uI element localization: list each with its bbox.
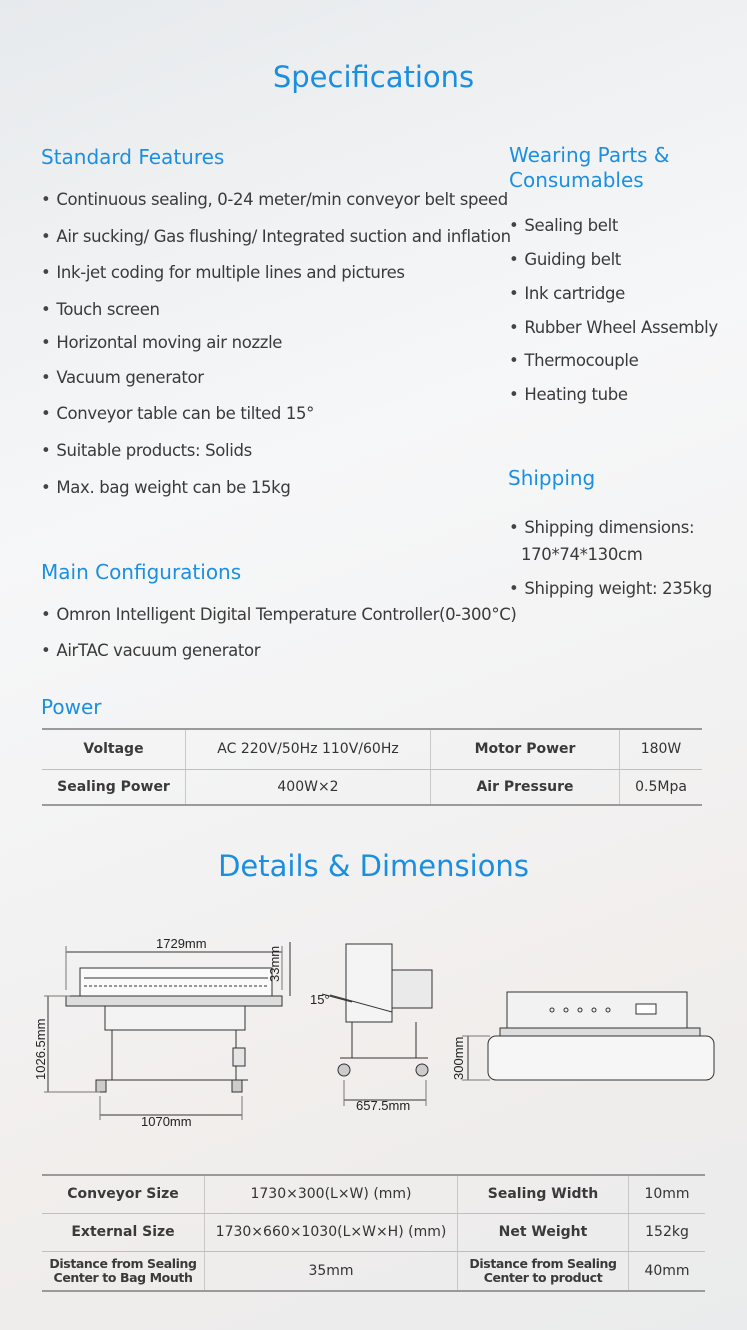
wearing-parts-heading-line2: Consumables <box>509 168 644 192</box>
list-item: • Suitable products: Solids <box>41 441 252 460</box>
table-cell: 1730×660×1030(L×W×H) (mm) <box>205 1213 458 1251</box>
list-item: • Touch screen <box>41 300 160 319</box>
main-configurations-heading: Main Configurations <box>41 560 242 584</box>
table-cell: 35mm <box>205 1251 458 1291</box>
table-row <box>42 1213 705 1251</box>
list-item: • Vacuum generator <box>41 368 204 387</box>
details-dimensions-title: Details & Dimensions <box>218 849 529 883</box>
list-item: • Omron Intelligent Digital Temperature Controller(0-300°C) <box>41 605 517 624</box>
table-cell: Sealing Width <box>458 1175 629 1213</box>
list-item-continuation: 170*74*130cm <box>521 545 643 564</box>
list-item: • Conveyor table can be tilted 15° <box>41 404 314 423</box>
dim-base-length: 1070mm <box>141 1114 192 1129</box>
cell-line: Center to product <box>483 1269 603 1285</box>
table-cell: 400W×2 <box>186 769 431 805</box>
dim-height-total: 1026.5mm <box>33 1018 48 1080</box>
dim-length-top: 1729mm <box>156 936 207 951</box>
standard-features-heading: Standard Features <box>41 145 225 169</box>
power-heading: Power <box>41 695 102 719</box>
table-cell: 152kg <box>629 1213 706 1251</box>
table-row <box>42 769 702 805</box>
dim-width-side: 657.5mm <box>356 1098 411 1113</box>
table-cell: Motor Power <box>431 729 620 769</box>
cell-line: Center to Bag Mouth <box>53 1269 193 1285</box>
cell-line: Distance from Sealing <box>469 1255 617 1271</box>
specifications-title: Specifications <box>272 60 475 94</box>
list-item: • Ink cartridge <box>509 284 625 303</box>
table-cell: Voltage <box>42 729 186 769</box>
table-cell: Net Weight <box>458 1213 629 1251</box>
table-cell <box>42 1251 205 1291</box>
shipping-heading: Shipping <box>508 466 596 490</box>
table-cell: External Size <box>42 1213 205 1251</box>
table-cell: 1730×300(L×W) (mm) <box>205 1175 458 1213</box>
list-item: • Guiding belt <box>509 250 621 269</box>
machine-end-view <box>330 944 432 1076</box>
table-cell: Sealing Power <box>42 769 186 805</box>
table-cell: Conveyor Size <box>42 1175 205 1213</box>
list-item: • Shipping weight: 235kg <box>509 579 712 598</box>
details-table <box>42 1174 705 1292</box>
list-item: • Horizontal moving air nozzle <box>41 333 282 352</box>
machine-front-view <box>488 992 714 1080</box>
table-cell: Air Pressure <box>431 769 620 805</box>
table-cell: AC 220V/50Hz 110V/60Hz <box>186 729 431 769</box>
table-cell: 10mm <box>629 1175 706 1213</box>
table-row <box>42 729 702 769</box>
list-item: • Ink-jet coding for multiple lines and pictures <box>41 263 405 282</box>
table-cell: 0.5Mpa <box>620 769 703 805</box>
power-table <box>42 728 702 806</box>
dim-front-height: 300mm <box>451 1036 466 1080</box>
cell-line: Distance from Sealing <box>49 1255 197 1271</box>
dimension-drawings <box>0 930 747 1140</box>
list-item: • Continuous sealing, 0-24 meter/min conveyor belt speed <box>41 190 508 209</box>
table-row <box>42 1175 705 1213</box>
list-item: • Sealing belt <box>509 216 618 235</box>
list-item: • AirTAC vacuum generator <box>41 641 260 660</box>
table-cell: 40mm <box>629 1251 706 1291</box>
wearing-parts-heading-line1: Wearing Parts & <box>509 143 670 167</box>
table-row <box>42 1251 705 1291</box>
list-item: • Thermocouple <box>509 351 638 370</box>
list-item: • Shipping dimensions: <box>509 518 694 537</box>
dim-height-top: 33mm <box>267 945 282 982</box>
table-cell <box>458 1251 629 1291</box>
table-cell: 180W <box>620 729 703 769</box>
dim-tilt-angle: 15° <box>310 992 330 1007</box>
list-item: • Heating tube <box>509 385 628 404</box>
list-item: • Air sucking/ Gas flushing/ Integrated suction and inflation <box>41 227 511 246</box>
machine-side-view <box>66 968 282 1092</box>
list-item: • Rubber Wheel Assembly <box>509 318 718 337</box>
wearing-parts-heading <box>509 143 670 193</box>
list-item: • Max. bag weight can be 15kg <box>41 478 291 497</box>
